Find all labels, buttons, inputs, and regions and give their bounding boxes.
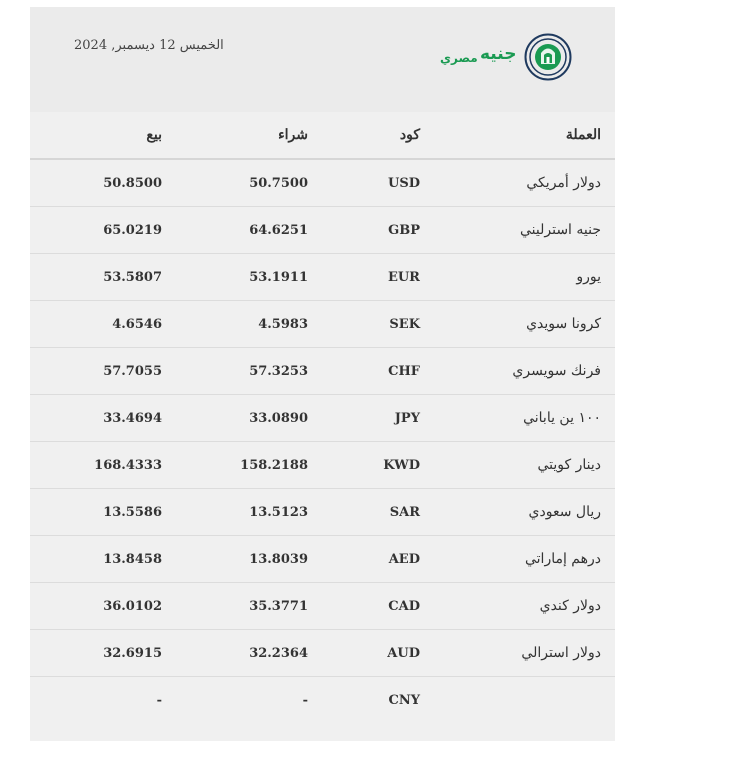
sell-cell: 65.0219 — [30, 207, 162, 254]
currency-name-cell: يورو — [420, 254, 615, 301]
buy-cell: 13.5123 — [162, 489, 308, 536]
currency-name-cell: فرنك سويسري — [420, 348, 615, 395]
brand-logo[interactable] — [436, 32, 576, 88]
table-row — [30, 348, 615, 395]
currency-rows — [30, 159, 615, 723]
currency-name-cell: دينار كويتي — [420, 442, 615, 489]
sell-cell: - — [156, 692, 162, 708]
table-row — [30, 254, 615, 301]
currency-name-cell: جنيه استرليني — [420, 207, 615, 254]
code-cell: CAD — [308, 583, 420, 630]
date-label: الخميس 12 ديسمبر, 2024 — [74, 38, 224, 53]
currency-name-cell: كرونا سويدي — [420, 301, 615, 348]
column-header-sell: بيع — [30, 112, 162, 159]
currency-name-cell: ريال سعودي — [420, 489, 615, 536]
table-row — [30, 536, 615, 583]
buy-cell: 13.8039 — [162, 536, 308, 583]
code-cell: AUD — [308, 630, 420, 677]
sell-cell: 36.0102 — [30, 583, 162, 630]
table-header-row — [30, 112, 615, 159]
sell-cell: 13.8458 — [30, 536, 162, 583]
buy-cell: 57.3253 — [162, 348, 308, 395]
code-cell: USD — [308, 159, 420, 207]
currency-name-cell: ١٠٠ ين ياباني — [420, 395, 615, 442]
sell-cell: 50.8500 — [30, 159, 162, 207]
sell-cell: 57.7055 — [30, 348, 162, 395]
currency-name-cell: دولار كندي — [420, 583, 615, 630]
code-cell: AED — [308, 536, 420, 583]
column-header-currency: العملة — [420, 112, 615, 159]
table-row — [30, 489, 615, 536]
table-row — [30, 630, 615, 677]
code-cell: EUR — [308, 254, 420, 301]
card-header — [30, 7, 615, 112]
buy-cell: - — [302, 692, 308, 708]
sell-cell: 168.4333 — [30, 442, 162, 489]
code-cell: SEK — [308, 301, 420, 348]
buy-cell: 4.5983 — [162, 301, 308, 348]
table-row — [30, 677, 615, 724]
buy-cell: 53.1911 — [162, 254, 308, 301]
currency-name-cell: درهم إماراتي — [420, 536, 615, 583]
currency-table — [30, 112, 615, 723]
table-row — [30, 442, 615, 489]
table-row — [30, 207, 615, 254]
code-cell: JPY — [308, 395, 420, 442]
code-cell: SAR — [308, 489, 420, 536]
currency-card — [30, 7, 615, 741]
sell-cell: 53.5807 — [30, 254, 162, 301]
buy-cell: 33.0890 — [162, 395, 308, 442]
logo-title: جنيه — [480, 44, 517, 64]
sell-cell: 33.4694 — [30, 395, 162, 442]
code-cell: CNY — [388, 692, 420, 708]
buy-cell: 64.6251 — [162, 207, 308, 254]
currency-name-cell: دولار أمريكي — [420, 159, 615, 207]
logo-subtitle: مصري — [440, 51, 478, 65]
buy-cell: 35.3771 — [162, 583, 308, 630]
code-cell: KWD — [308, 442, 420, 489]
code-cell: GBP — [308, 207, 420, 254]
table-row — [30, 159, 615, 207]
pharaoh-emblem-icon — [524, 33, 572, 81]
currency-name-cell — [420, 677, 615, 724]
column-header-code: كود — [308, 112, 420, 159]
sell-cell: 4.6546 — [30, 301, 162, 348]
table-row — [30, 583, 615, 630]
column-header-buy: شراء — [162, 112, 308, 159]
buy-cell: 32.2364 — [162, 630, 308, 677]
buy-cell: 50.7500 — [162, 159, 308, 207]
currency-name-cell: دولار استرالي — [420, 630, 615, 677]
table-row — [30, 395, 615, 442]
sell-cell: 13.5586 — [30, 489, 162, 536]
table-row — [30, 301, 615, 348]
code-cell: CHF — [308, 348, 420, 395]
buy-cell: 158.2188 — [162, 442, 308, 489]
sell-cell: 32.6915 — [30, 630, 162, 677]
